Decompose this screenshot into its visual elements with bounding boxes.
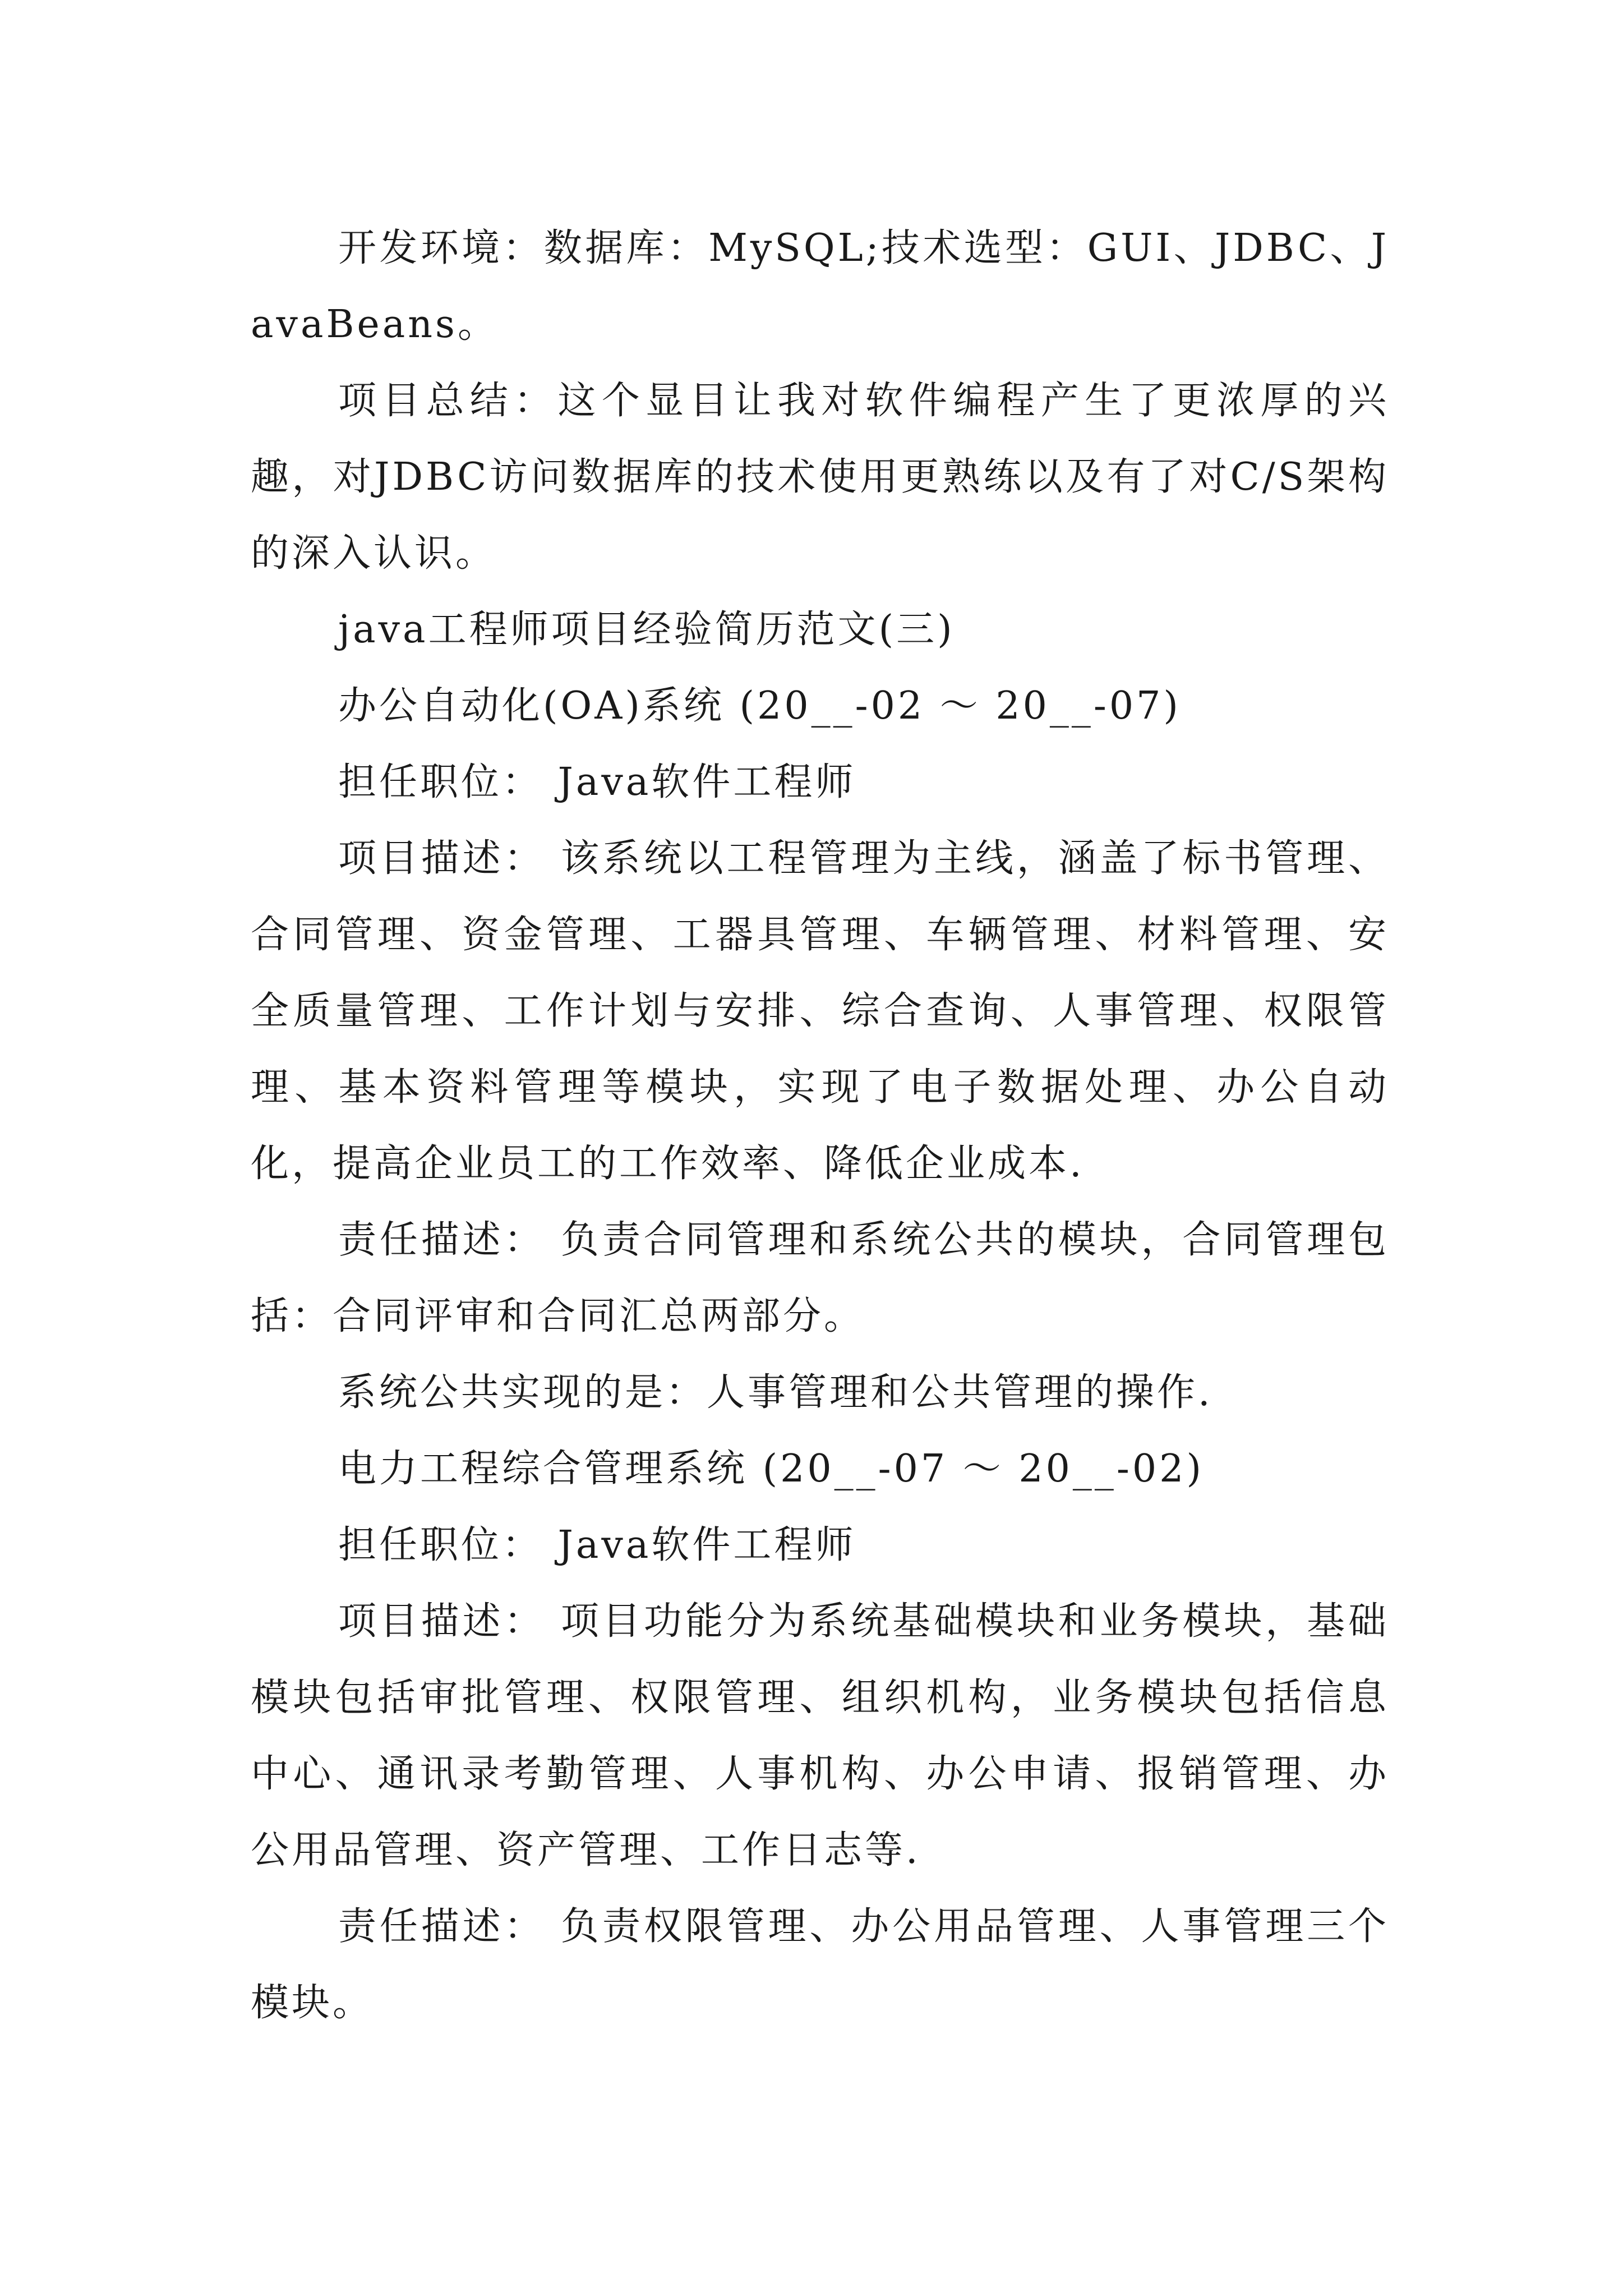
position-oa: 担任职位： Java软件工程师 xyxy=(338,760,856,804)
project-title-power: 电力工程综合管理系统 (20__-07 ～ 20__-02) xyxy=(338,1447,1204,1491)
position-power: 担任职位： Java软件工程师 xyxy=(338,1523,856,1567)
project-description-power: 项目描述： 项目功能分为系统基础模块和业务模块，基础模块包括审批管理、权限管理、组织机构，业务模块包括信息中心、通讯录考勤管理、人事机构、办公申请、报销管理、办公用品管理、资产管理、工作日志等. xyxy=(251,1599,1389,1872)
project-summary-paragraph: 项目总结：这个显目让我对软件编程产生了更浓厚的兴趣，对JDBC访问数据库的技术使用更熟练以及有了对C/S架构的深入认识。 xyxy=(251,379,1389,576)
dev-environment-paragraph: 开发环境：数据库：MySQL;技术选型：GUI、JDBC、JavaBeans。 xyxy=(251,226,1389,347)
system-common-paragraph: 系统公共实现的是：人事管理和公共管理的操作. xyxy=(338,1370,1213,1415)
responsibility-oa: 责任描述： 负责合同管理和系统公共的模块，合同管理包括：合同评审和合同汇总两部分。 xyxy=(251,1218,1389,1338)
document-body xyxy=(251,210,1389,2041)
responsibility-power: 责任描述： 负责权限管理、办公用品管理、人事管理三个模块。 xyxy=(251,1904,1389,2025)
project-description-oa: 项目描述： 该系统以工程管理为主线，涵盖了标书管理、合同管理、资金管理、工器具管理、车辆管理、材料管理、安全质量管理、工作计划与安排、综合查询、人事管理、权限管理、基本资料管理等模块，实现了电子数据处理、办公自动化，提高企业员工的工作效率、降低企业成本. xyxy=(251,836,1389,1186)
project-title-oa: 办公自动化(OA)系统 (20__-02 ～ 20__-07) xyxy=(338,684,1181,728)
section-heading: java工程师项目经验简历范文(三) xyxy=(338,608,955,652)
